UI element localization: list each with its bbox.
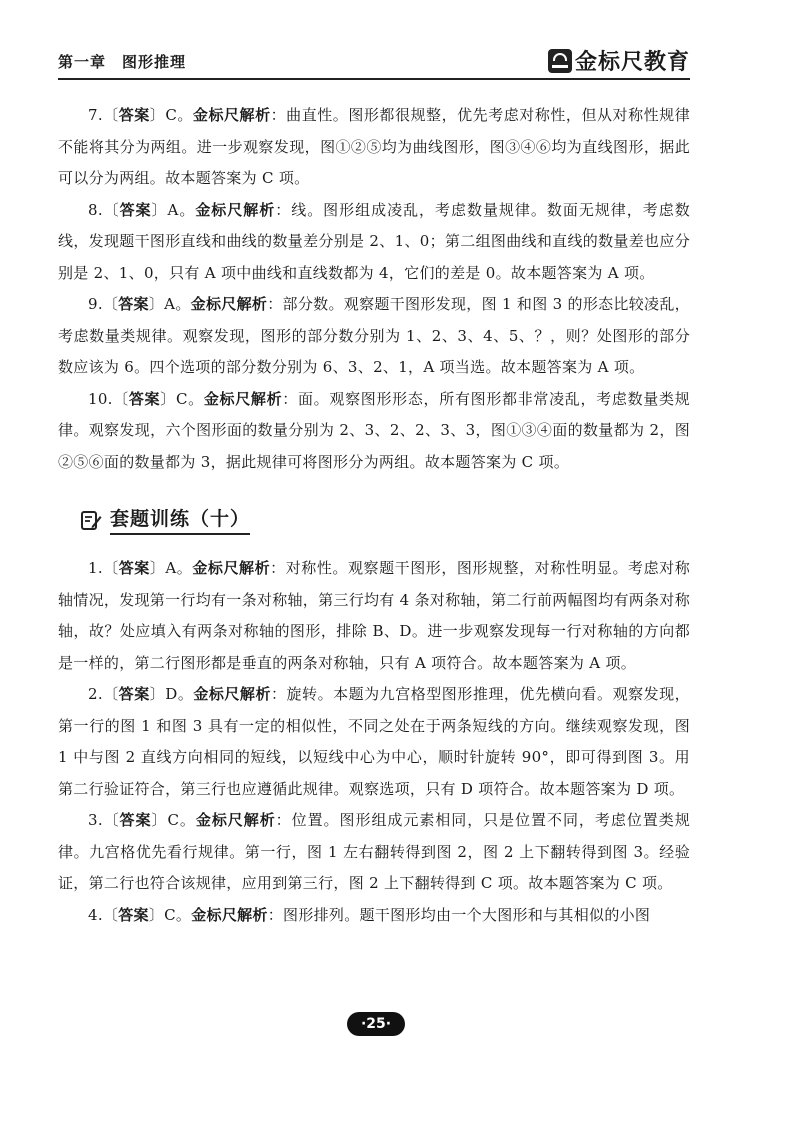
brand-icon: [548, 49, 572, 73]
answer-label: 答案: [118, 685, 150, 703]
answer-label: 答案: [118, 905, 149, 924]
analysis-label: 金标尺解析: [191, 905, 268, 924]
analysis-label: 金标尺解析: [195, 200, 276, 219]
answer-value: 〕A。: [151, 200, 196, 219]
section-title: 套题训练（十）: [110, 504, 250, 535]
answer-value: 〕C。: [151, 811, 196, 829]
question-number: 1.〔: [88, 559, 119, 577]
analysis-label: 金标尺解析: [193, 685, 271, 703]
answer-value: 〕C。: [149, 106, 193, 124]
answer-group-1: [58, 100, 690, 478]
answer-label: 答案: [118, 295, 149, 313]
answer-paragraph: [58, 679, 690, 805]
analysis-text: ：面。观察图形形态，所有图形都非常凌乱，考虑数量类规律。观察发现，六个图形面的数量分别为 2、3、2、2、3、3，图①③④面的数量都为 2，图②⑤⑥面的数量都为 3，据此规律可将图形分为两组。故本题答案为 C 项。: [58, 389, 690, 471]
chapter-title: 第一章 图形推理: [58, 53, 187, 71]
question-number: 10.〔: [88, 389, 129, 408]
section-heading: [80, 504, 690, 535]
answer-label: 答案: [119, 200, 152, 219]
answer-label: 答案: [119, 811, 152, 829]
analysis-text: ：旋转。本题为九宫格型图形推理，优先横向看。观察发现，第一行的图 1 和图 3 具有一定的相似性，不同之处在于两条短线的方向。继续观察发现，图 1 中与图 2 直线方向相同的短线，以短线中心为中心，顺时针旋转 90°，即可得到图 3。用第二行验证符合，第三行也应遵循此规律。观察选项，只有 D 项符合。故本题答案为 D 项。: [58, 685, 690, 798]
answer-value: 〕C。: [148, 905, 192, 924]
analysis-label: 金标尺解析: [192, 106, 271, 124]
question-number: 7.〔: [88, 106, 119, 124]
edit-note-icon: [80, 509, 102, 531]
page-body: [58, 100, 690, 931]
answer-paragraph: [58, 384, 690, 479]
analysis-text: ：部分数。观察题干图形发现，图 1 和图 3 的形态比较凌乱，考虑数量类规律。观察发现，图形的部分数分别为 1、2、3、4、5、？，则？处图形的部分数应该为 6。四个选项的部分数分别为 6、3、2、1，A 项当选。故本题答案为 A 项。: [58, 295, 690, 376]
analysis-text: ：线。图形组成凌乱，考虑数量规律。数面无规律，考虑数线，发现题干图形直线和曲线的数量差分别是 2、1、0；第二组图曲线和直线的数量差也应分别是 2、1、0，只有 A 项中曲线和直线数都为 4，它们的差是 0。故本题答案为 A 项。: [58, 200, 691, 282]
answer-value: 〕D。: [149, 685, 194, 703]
page-number: ·25·: [347, 1012, 405, 1036]
analysis-text: ：图形排列。题干图形均由一个大图形和与其相似的小图: [267, 905, 651, 924]
brand-logo: [548, 45, 690, 76]
analysis-text: ：曲直性。图形都很规整，优先考虑对称性，但从对称性规律不能将其分为两组。进一步观察发现，图①②⑤均为曲线图形，图③④⑥均为直线图形，据此可以分为两组。故本题答案为 C 项。: [58, 106, 690, 187]
page-header: [58, 40, 690, 80]
answer-label: 答案: [128, 389, 161, 408]
answer-value: 〕C。: [160, 389, 204, 408]
answer-paragraph: [58, 805, 690, 900]
analysis-text: ：位置。图形组成元素相同，只是位置不同，考虑位置类规律。九宫格优先看行规律。第一行，图 1 左右翻转得到图 2，图 2 上下翻转得到图 3。经验证，第二行也符合该规律，应用到第三行，图 2 上下翻转得到 C 项。故本题答案为 C 项。: [58, 811, 690, 892]
question-number: 8.〔: [88, 200, 120, 219]
answer-label: 答案: [118, 106, 150, 124]
analysis-label: 金标尺解析: [195, 811, 276, 829]
analysis-text: ：对称性。观察题干图形，图形规整，对称性明显。考虑对称轴情况，发现第一行均有一条对称轴，第三行均有 4 条对称轴，第二行前两幅图均有两条对称轴，故？处应填入有两条对称轴的图形，排除 B、D。进一步观察发现每一行对称轴的方向都是一样的，第二行图形都是垂直的两条对称轴，只有 A 项符合。故本题答案为 A 项。: [58, 559, 690, 672]
answer-paragraph: [58, 100, 690, 195]
answer-paragraph: [58, 553, 690, 679]
question-number: 9.〔: [88, 295, 119, 313]
brand-name: 金标尺教育: [574, 50, 690, 75]
analysis-label: 金标尺解析: [190, 295, 268, 313]
answer-paragraph: [58, 900, 690, 932]
question-number: 3.〔: [88, 811, 120, 829]
answer-paragraph: [58, 289, 690, 384]
analysis-label: 金标尺解析: [203, 389, 283, 408]
answer-value: 〕A。: [149, 559, 193, 577]
answer-value: 〕A。: [148, 295, 191, 313]
answer-group-2: [58, 553, 690, 931]
answer-label: 答案: [118, 559, 150, 577]
question-number: 4.〔: [88, 905, 119, 924]
analysis-label: 金标尺解析: [192, 559, 271, 577]
question-number: 2.〔: [88, 685, 119, 703]
answer-paragraph: [58, 195, 690, 290]
